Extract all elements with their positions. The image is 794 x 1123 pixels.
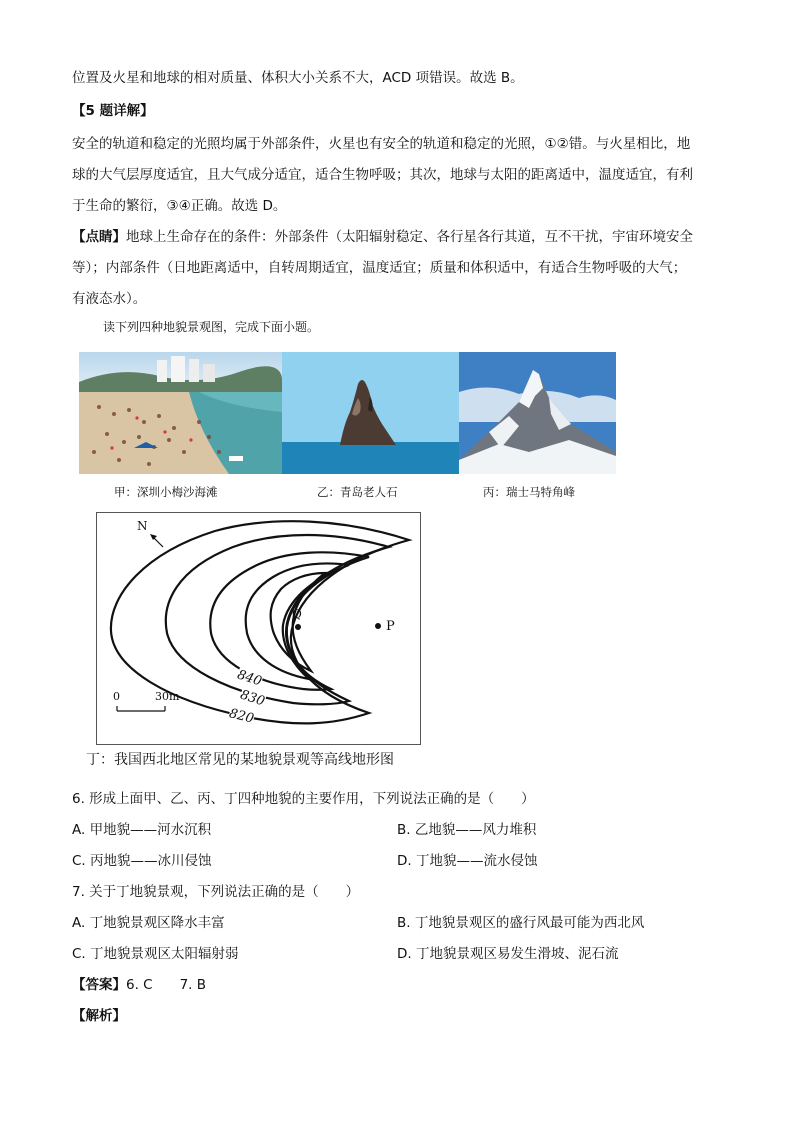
caption-ding: 丁：我国西北地区常见的某地貌景观等高线地形图 (86, 752, 394, 768)
north-arrow (150, 534, 163, 547)
scale-start-label: 0 (113, 690, 120, 703)
dianjing-text: 地球上生命存在的条件：外部条件（太阳辐射稳定、各行星各行其道，互不干扰，宇宙环境安全 (126, 229, 693, 245)
q5-line-1: 安全的轨道和稳定的光照均属于外部条件，火星也有安全的轨道和稳定的光照，①②错。与火星相比，地 (72, 136, 691, 152)
contour-label-840: 840 (235, 667, 264, 690)
contour-map (96, 512, 421, 745)
photo-beach (79, 352, 282, 474)
point-p-label: P (386, 619, 395, 634)
north-label: N (137, 519, 148, 533)
q7-stem: 7. 关于丁地貌景观，下列说法正确的是（ ） (72, 884, 360, 900)
dianjing-line-2: 等）；内部条件（日地距离适中，自转周期适宜，温度适宜；质量和体积适中，有适合生物呼吸的大气； (72, 260, 687, 276)
text-line-1: 位置及火星和地球的相对质量、体积大小关系不大，ACD 项错误。故选 B。 (72, 70, 524, 86)
answer-text: 6. C 7. B (126, 977, 207, 993)
q7-option-b: B. 丁地貌景观区的盛行风最可能为西北风 (397, 915, 645, 931)
caption-bing: 丙：瑞士马特角峰 (483, 485, 575, 499)
caption-yi: 乙：青岛老人石 (317, 485, 398, 499)
q7-option-a: A. 丁地貌景观区降水丰富 (72, 915, 225, 931)
q5-header: 【5 题详解】 (72, 103, 154, 119)
q6-option-c: C. 丙地貌——冰川侵蚀 (72, 853, 212, 869)
photo-matterhorn (459, 352, 616, 474)
contour-label-830: 830 (238, 687, 267, 710)
scale-end-label: 30m (155, 690, 180, 703)
contour-label-820: 820 (227, 706, 256, 727)
point-q (295, 624, 301, 630)
caption-jia: 甲：深圳小梅沙海滩 (114, 485, 218, 499)
dianjing-label: 【点睛】 (72, 229, 126, 245)
point-q-label: Q (292, 607, 302, 621)
q6-stem: 6. 形成上面甲、乙、丙、丁四种地貌的主要作用，下列说法正确的是（ ） (72, 791, 535, 807)
answer-line (72, 973, 206, 993)
q7-option-c: C. 丁地貌景观区太阳辐射弱 (72, 946, 239, 962)
photo-sea-stack (282, 352, 459, 474)
q6-option-b: B. 乙地貌——风力堆积 (397, 822, 537, 838)
contour-3 (210, 552, 369, 689)
q6-option-a: A. 甲地貌——河水沉积 (72, 822, 212, 838)
analysis-label: 【解析】 (72, 1008, 126, 1024)
q7-option-d: D. 丁地貌景观区易发生滑坡、泥石流 (397, 946, 619, 962)
dianjing-line-1 (72, 225, 693, 245)
q6-option-d: D. 丁地貌——流水侵蚀 (397, 853, 538, 869)
point-p (375, 623, 381, 629)
q5-line-3: 于生命的繁衍，③④正确。故选 D。 (72, 198, 287, 214)
q5-line-2: 球的大气层厚度适宜，且大气成分适宜，适合生物呼吸；其次，地球与太阳的距离适中，温度适宜，有利 (72, 167, 693, 183)
answer-label: 【答案】 (72, 977, 126, 993)
figure-instruction: 读下列四种地貌景观图，完成下面小题。 (103, 320, 320, 334)
dianjing-line-3: 有液态水）。 (72, 291, 147, 307)
